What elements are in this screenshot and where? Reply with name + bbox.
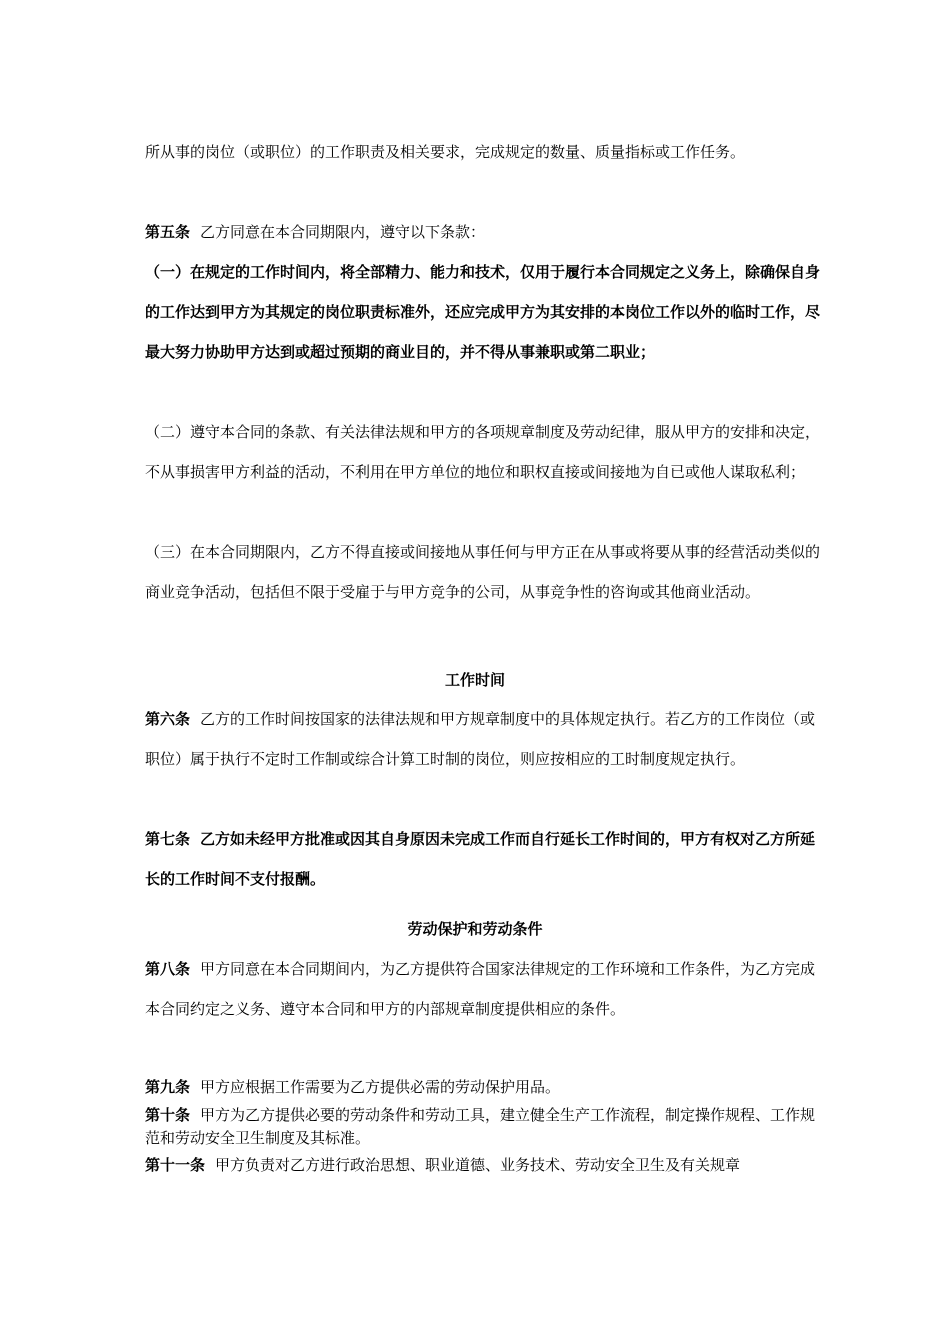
article-label: 第九条 — [145, 1078, 191, 1096]
article-8 — [145, 949, 820, 1029]
article-11 — [145, 1154, 820, 1177]
paragraph-text: 所从事的岗位（或职位）的工作职责及相关要求，完成规定的数量、质量指标或工作任务。 — [145, 143, 746, 161]
article-7 — [145, 819, 820, 899]
article-5-item-3 — [145, 532, 820, 612]
article-text: 乙方同意在本合同期限内，遵守以下条款： — [200, 223, 486, 241]
article-5-item-2 — [145, 412, 820, 492]
section-heading-work-time: 工作时间 — [444, 671, 505, 689]
article-label: 第十条 — [145, 1106, 191, 1124]
item-text: （二）遵守本合同的条款、有关法律法规和甲方的各项规章制度及劳动纪律，服从甲方的安排和决定，不从事损害甲方利益的活动，不利用在甲方单位的地位和职权直接或间接地为自已或他人谋取私利； — [145, 423, 821, 481]
item-text: （一）在规定的工作时间内，将全部精力、能力和技术，仅用于履行本合同规定之义务上，除确保自身的工作达到甲方为其规定的岗位职责标准外，还应完成甲方为其安排的本岗位工作以外的临时工作，尽最大努力协助甲方达到或超过预期的商业目的，并不得从事兼职或第二职业； — [145, 263, 821, 361]
article-text: 乙方的工作时间按国家的法律法规和甲方规章制度中的具体规定执行。若乙方的工作岗位（或职位）属于执行不定时工作制或综合计算工时制的岗位，则应按相应的工时制度规定执行。 — [145, 710, 816, 768]
article-text: 甲方负责对乙方进行政治思想、职业道德、业务技术、劳动安全卫生及有关规章 — [215, 1156, 741, 1174]
article-label: 第十一条 — [145, 1156, 206, 1174]
article-text: 甲方同意在本合同期间内，为乙方提供符合国家法律规定的工作环境和工作条件，为乙方完成本合同约定之义务、遵守本合同和甲方的内部规章制度提供相应的条件。 — [145, 960, 816, 1018]
article-text: 甲方为乙方提供必要的劳动条件和劳动工具，建立健全生产工作流程，制定操作规程、工作规范和劳动安全卫生制度及其标准。 — [145, 1106, 816, 1147]
article-label: 第六条 — [145, 710, 191, 728]
paragraph-continued — [145, 132, 820, 172]
item-text: （三）在本合同期限内，乙方不得直接或间接地从事任何与甲方正在从事或将要从事的经营活动类似的商业竞争活动，包括但不限于受雇于与甲方竞争的公司，从事竞争性的咨询或其他商业活动。 — [145, 543, 821, 601]
article-text: 甲方应根据工作需要为乙方提供必需的劳动保护用品。 — [200, 1078, 561, 1096]
article-6 — [145, 699, 820, 779]
article-5-item-1 — [145, 252, 820, 372]
article-10 — [145, 1104, 820, 1150]
section-heading-labor-protection: 劳动保护和劳动条件 — [407, 920, 543, 938]
article-label: 第五条 — [145, 223, 191, 241]
article-5 — [145, 212, 820, 252]
article-text: 乙方如未经甲方批准或因其自身原因未完成工作而自行延长工作时间的，甲方有权对乙方所延长的工作时间不支付报酬。 — [145, 830, 816, 888]
article-9 — [145, 1076, 820, 1099]
article-label: 第八条 — [145, 960, 191, 978]
article-label: 第七条 — [145, 830, 191, 848]
